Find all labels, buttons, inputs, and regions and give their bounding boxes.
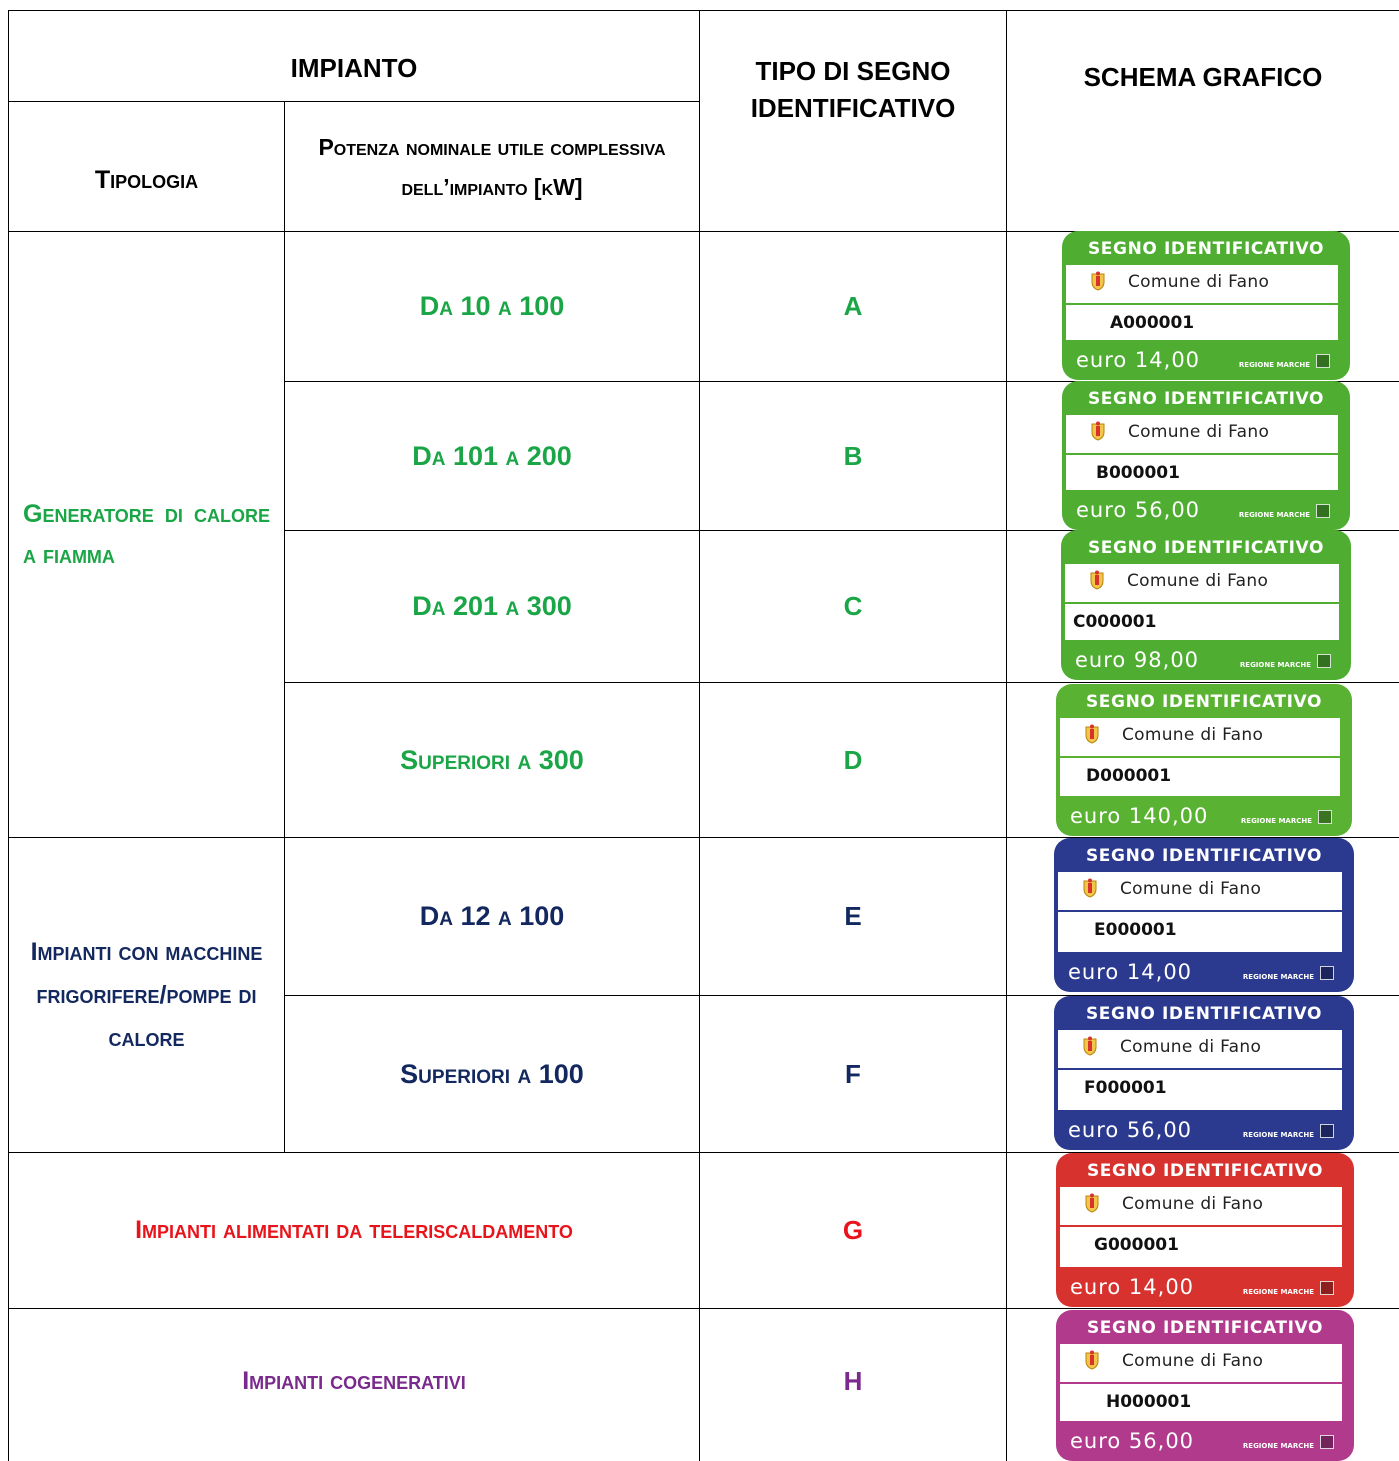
sticker-divider <box>1058 1068 1342 1070</box>
potenza-e: Da 12 a 100 <box>419 901 565 931</box>
comune-crest-icon <box>1090 421 1106 441</box>
sticker-white-panel <box>1066 415 1338 490</box>
comune-crest-icon <box>1082 1036 1098 1056</box>
sticker-comune: Comune di Fano <box>1122 1194 1264 1214</box>
sticker-f <box>1054 996 1354 1150</box>
regione-marche-icon <box>1320 1124 1334 1138</box>
sticker-region: REGIONE MARCHE <box>1242 973 1314 981</box>
header-tipologia: Tipologia <box>94 165 199 194</box>
sticker-white-panel <box>1065 564 1339 640</box>
sticker-divider <box>1066 453 1338 455</box>
sticker-b <box>1062 381 1350 530</box>
sticker-code: E000001 <box>1094 920 1177 940</box>
letter-f: F <box>845 1058 861 1089</box>
sticker-comune: Comune di Fano <box>1120 879 1262 899</box>
sticker-g <box>1056 1153 1354 1307</box>
sticker-title: SEGNO IDENTIFICATIVO <box>1087 538 1325 558</box>
sticker-region: REGIONE MARCHE <box>1239 661 1311 669</box>
sticker-e <box>1054 838 1354 992</box>
sticker-title: SEGNO IDENTIFICATIVO <box>1087 389 1325 409</box>
sticker-code: B000001 <box>1096 463 1180 483</box>
sticker-comune: Comune di Fano <box>1120 1037 1262 1057</box>
sticker-h <box>1056 1310 1354 1461</box>
sticker-divider <box>1060 1225 1342 1227</box>
sticker-comune: Comune di Fano <box>1128 272 1270 292</box>
sticker-d <box>1056 684 1352 836</box>
letter-g: G <box>842 1215 864 1245</box>
potenza-c: Da 201 a 300 <box>412 591 572 621</box>
sticker-title: SEGNO IDENTIFICATIVO <box>1087 239 1325 259</box>
sticker-code: H000001 <box>1106 1392 1192 1412</box>
sticker-title: SEGNO IDENTIFICATIVO <box>1086 1318 1324 1338</box>
sticker-price: euro 56,00 <box>1076 498 1201 522</box>
sticker-region: REGIONE MARCHE <box>1238 511 1310 519</box>
sticker-divider <box>1066 303 1338 305</box>
comune-crest-icon <box>1082 878 1098 898</box>
sticker-region: REGIONE MARCHE <box>1242 1288 1314 1296</box>
regione-marche-icon <box>1316 504 1330 518</box>
sticker-code: G000001 <box>1094 1235 1179 1255</box>
sticker-price: euro 140,00 <box>1070 804 1209 828</box>
potenza-f: Superiori a 100 <box>400 1058 584 1089</box>
letter-h: H <box>843 1365 863 1396</box>
regione-marche-icon <box>1320 966 1334 980</box>
sticker-comune: Comune di Fano <box>1122 1351 1264 1371</box>
col-rule-tipo <box>1006 10 1007 1461</box>
sticker-region: REGIONE MARCHE <box>1240 817 1312 825</box>
sticker-white-panel <box>1058 872 1342 952</box>
comune-crest-icon <box>1089 570 1105 590</box>
header-potenza: Potenza nominale utile complessiva dell’impianto [kW] <box>318 133 666 200</box>
potenza-b: Da 101 a 200 <box>412 440 572 471</box>
letter-b: B <box>843 440 863 471</box>
sticker-white-panel <box>1060 718 1340 796</box>
sticker-region: REGIONE MARCHE <box>1242 1131 1314 1139</box>
sticker-comune: Comune di Fano <box>1128 422 1270 442</box>
header-schema-grafico: SCHEMA GRAFICO <box>1083 62 1323 92</box>
sticker-region: REGIONE MARCHE <box>1242 1442 1314 1450</box>
sticker-price: euro 14,00 <box>1070 1275 1195 1299</box>
sticker-a <box>1062 231 1350 380</box>
regione-marche-icon <box>1316 354 1330 368</box>
sticker-white-panel <box>1058 1030 1342 1110</box>
sticker-title: SEGNO IDENTIFICATIVO <box>1085 1004 1323 1024</box>
sticker-title: SEGNO IDENTIFICATIVO <box>1085 692 1323 712</box>
group-cogenerativi: Impianti cogenerativi <box>242 1366 466 1395</box>
sticker-divider <box>1065 602 1339 604</box>
comune-crest-icon <box>1084 1350 1100 1370</box>
sticker-white-panel <box>1066 265 1338 340</box>
sticker-divider <box>1060 1382 1342 1384</box>
comune-crest-icon <box>1084 1193 1100 1213</box>
sticker-white-panel <box>1060 1187 1342 1267</box>
group-teleriscaldamento: Impianti alimentati da teleriscaldamento <box>135 1216 573 1244</box>
regione-marche-icon <box>1317 654 1331 668</box>
sticker-price: euro 56,00 <box>1070 1429 1195 1453</box>
letter-c: C <box>843 591 863 621</box>
sticker-code: D000001 <box>1086 766 1172 786</box>
letter-a: A <box>843 291 863 321</box>
sticker-price: euro 98,00 <box>1075 648 1200 672</box>
group-generatore: Generatore di calore a fiamma <box>23 499 270 569</box>
sticker-title: SEGNO IDENTIFICATIVO <box>1085 846 1323 866</box>
regione-marche-icon <box>1320 1281 1334 1295</box>
sticker-price: euro 14,00 <box>1076 348 1201 372</box>
sticker-price: euro 56,00 <box>1068 1118 1193 1142</box>
potenza-a: Da 10 a 100 <box>419 291 565 321</box>
sticker-region: REGIONE MARCHE <box>1238 361 1310 369</box>
sticker-code: A000001 <box>1110 313 1195 333</box>
header-tipo-segno: TIPO DI SEGNO IDENTIFICATIVO <box>750 56 956 123</box>
sticker-title: SEGNO IDENTIFICATIVO <box>1086 1161 1324 1181</box>
letter-d: D <box>843 744 863 775</box>
sticker-code: F000001 <box>1084 1078 1167 1098</box>
potenza-d: Superiori a 300 <box>400 744 584 775</box>
sticker-white-panel <box>1060 1344 1342 1421</box>
regione-marche-icon <box>1320 1435 1334 1449</box>
sticker-c <box>1061 530 1351 680</box>
sticker-divider <box>1058 910 1342 912</box>
sticker-price: euro 14,00 <box>1068 960 1193 984</box>
regione-marche-icon <box>1318 810 1332 824</box>
letter-e: E <box>844 901 862 931</box>
sticker-divider <box>1060 756 1340 758</box>
sticker-comune: Comune di Fano <box>1122 725 1264 745</box>
comune-crest-icon <box>1084 724 1100 744</box>
header-impianto: IMPIANTO <box>290 52 418 83</box>
sticker-comune: Comune di Fano <box>1127 571 1269 591</box>
comune-crest-icon <box>1090 271 1106 291</box>
group-macchine: Impianti con macchine frigorifere/pompe di calore <box>30 937 263 1052</box>
sticker-code: C000001 <box>1073 612 1157 632</box>
